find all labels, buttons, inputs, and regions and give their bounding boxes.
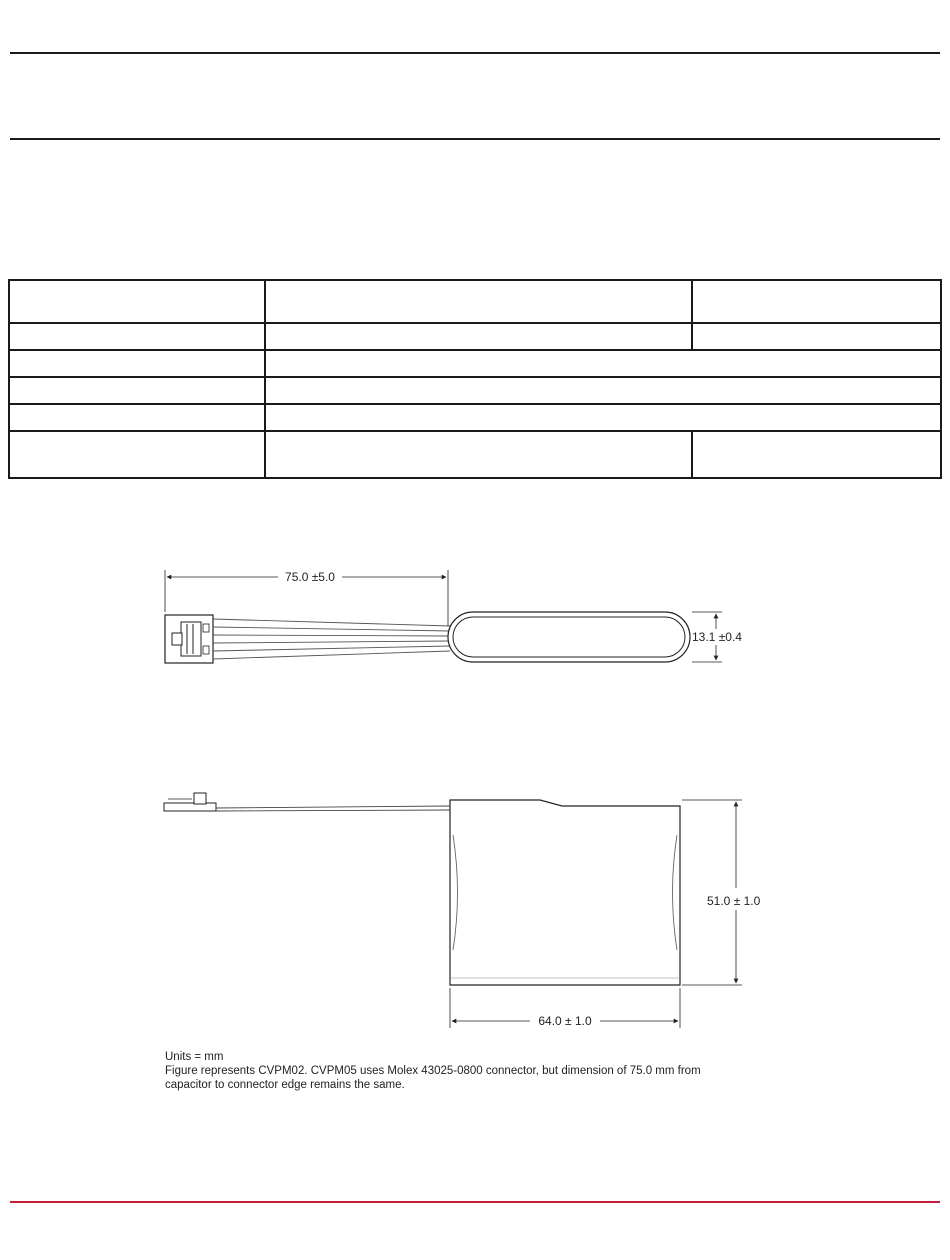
units-note: Units = mm xyxy=(165,1051,224,1063)
lead-wire-side xyxy=(216,806,450,808)
table-cell xyxy=(265,404,941,431)
table-row xyxy=(9,323,941,350)
table-cell xyxy=(265,350,941,377)
top-view xyxy=(165,570,742,663)
capacitor-body-side xyxy=(450,800,680,985)
figure-note-line-1: Figure represents CVPM02. CVPM05 uses Molex 43025-0800 connector, but dimension of 75.0 mm from xyxy=(165,1065,701,1077)
table-header-cell xyxy=(692,280,941,323)
side-view xyxy=(164,793,761,1028)
table-cell xyxy=(9,350,265,377)
lead-wires xyxy=(213,619,450,659)
table-row xyxy=(9,404,941,431)
table-cell xyxy=(9,323,265,350)
table-cell xyxy=(265,377,941,404)
table-cell xyxy=(9,377,265,404)
connector-latch xyxy=(181,622,201,656)
thickness-label: 13.1 ±0.4 xyxy=(692,630,742,644)
header-rule-bottom xyxy=(10,138,940,140)
spec-table xyxy=(8,279,942,479)
table-header-cell xyxy=(9,280,265,323)
connector-housing xyxy=(165,615,213,663)
table-cell xyxy=(265,431,692,478)
table-row xyxy=(9,377,941,404)
table-row xyxy=(9,431,941,478)
width-label: 64.0 ± 1.0 xyxy=(538,1014,592,1028)
figure-note-line-2: capacitor to connector edge remains the same. xyxy=(165,1079,405,1091)
figure-notes xyxy=(165,1050,825,1092)
height-label: 51.0 ± 1.0 xyxy=(707,894,761,908)
lead-length-label: 75.0 ±5.0 xyxy=(285,570,335,584)
header-rule-top xyxy=(10,52,940,54)
table-header-cell xyxy=(265,280,692,323)
table-cell xyxy=(692,431,941,478)
footer-rule xyxy=(10,1201,940,1203)
table-header-row xyxy=(9,280,941,323)
table-cell xyxy=(9,431,265,478)
table-cell xyxy=(265,323,692,350)
connector-side xyxy=(164,803,216,811)
capacitor-body-top xyxy=(448,612,690,662)
table-cell xyxy=(692,323,941,350)
table-cell xyxy=(9,404,265,431)
table-row xyxy=(9,350,941,377)
